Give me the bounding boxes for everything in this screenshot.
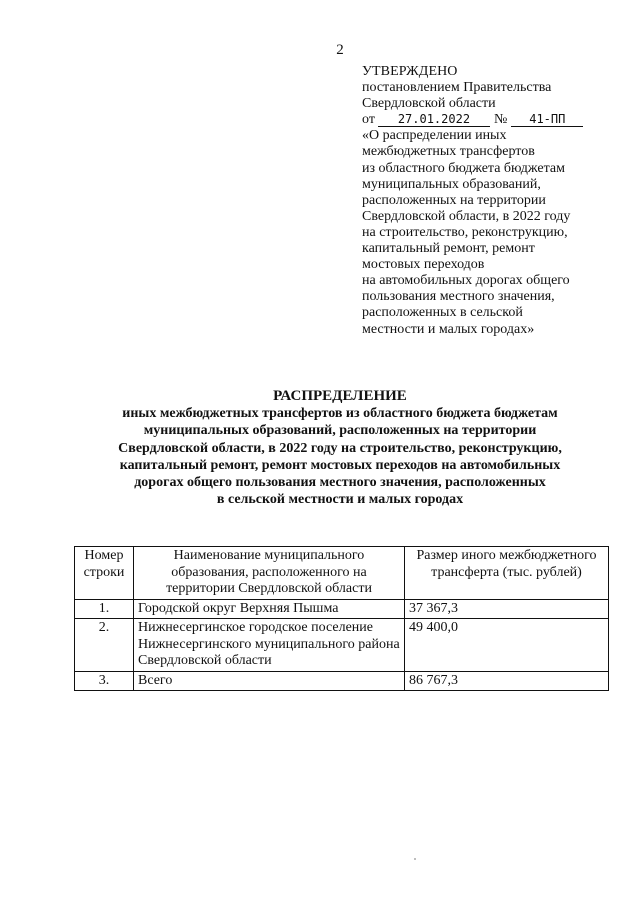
resolution-title-line: из областного бюджета бюджетам (362, 160, 565, 176)
approval-line-1: постановлением Правительства (362, 80, 552, 96)
document-title: РАСПРЕДЕЛЕНИЕ (273, 388, 407, 404)
number-label: № (493, 112, 508, 128)
resolution-title-line: на автомобильных дорогах общего (362, 273, 570, 289)
from-label: от (362, 112, 375, 128)
resolution-title-line: местности и малых городах» (362, 321, 535, 337)
resolution-title-line: Свердловской области, в 2022 году (362, 208, 571, 224)
approval-heading: УТВЕРЖДЕНО (362, 64, 458, 79)
resolution-number: 41-ПП (511, 113, 583, 127)
resolution-title-line: межбюджетных трансфертов (362, 144, 535, 160)
header-municipality-name: Наименование муниципального образования, расположенного на территории Свердловской области (134, 547, 405, 600)
approval-date-number-line (362, 112, 632, 128)
approval-line-2: Свердловской области (362, 96, 496, 112)
row-number: 1. (75, 599, 134, 619)
distribution-table (74, 546, 609, 691)
title-subline: капитальный ремонт, ремонт мостовых переходов на автомобильных (119, 457, 561, 473)
row-number: 2. (75, 619, 134, 672)
title-subline: Свердловской области, в 2022 году на строительство, реконструкцию, (118, 440, 562, 456)
transfer-amount: 49 400,0 (405, 619, 609, 672)
title-subline: муниципальных образований, расположенных на территории (143, 423, 537, 439)
table-row (75, 599, 609, 619)
municipality-name: Нижнесергинское городское поселение Нижнесергинского муниципального района Свердловской области (134, 619, 405, 672)
total-amount: 86 767,3 (405, 671, 609, 691)
header-transfer-amount: Размер иного межбюджетного трансферта (тыс. рублей) (405, 547, 609, 600)
total-label: Всего (134, 671, 405, 691)
scan-speck (414, 858, 416, 860)
resolution-title-line: на строительство, реконструкцию, (362, 224, 568, 240)
resolution-title-line: муниципальных образований, (362, 176, 541, 192)
page-number: 2 (336, 42, 344, 58)
title-subline: дорогах общего пользования местного значения, расположенных (134, 475, 546, 491)
resolution-date: 27.01.2022 (378, 113, 490, 127)
title-subline: иных межбюджетных трансфертов из областного бюджета бюджетам (122, 406, 558, 422)
municipality-name: Городской округ Верхняя Пышма (134, 599, 405, 619)
resolution-title-line: мостовых переходов (362, 257, 485, 273)
resolution-title-line: «О распределении иных (362, 128, 507, 144)
header-row-number: Номер строки (75, 547, 134, 600)
row-number: 3. (75, 671, 134, 691)
resolution-title-line: расположенных в сельской (362, 305, 523, 321)
resolution-title-line: расположенных на территории (362, 192, 546, 208)
resolution-title-line: капитальный ремонт, ремонт (362, 241, 535, 257)
approval-stamp (362, 64, 632, 338)
transfer-amount: 37 367,3 (405, 599, 609, 619)
title-subline: в сельской местности и малых городах (216, 492, 464, 508)
table-header-row (75, 547, 609, 600)
table-row-total (75, 671, 609, 691)
table-row (75, 619, 609, 672)
distribution-title (60, 388, 620, 508)
resolution-title-line: пользования местного значения, (362, 289, 555, 305)
